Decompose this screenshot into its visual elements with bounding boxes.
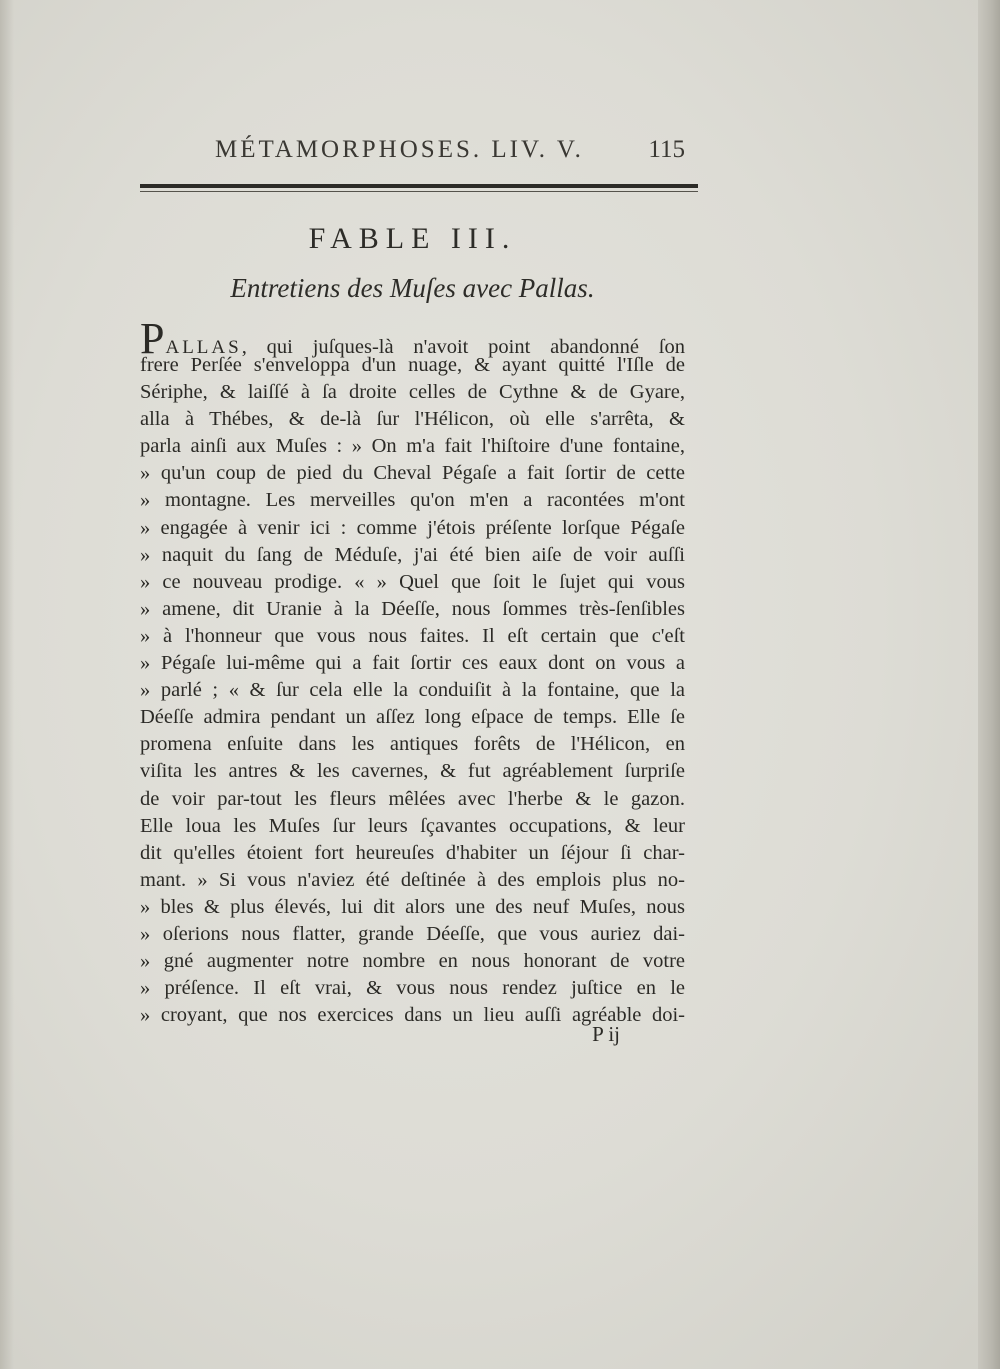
text-line: » ce nouveau prodige. « » Quel que ſoit le ſujet qui vous [140,570,685,593]
text-line: viſita les antres & les cavernes, & fut agréablement ſurpriſe [140,760,685,783]
text-line: frere Perſée s'enveloppa d'un nuage, & ayant quitté l'Iſle de [140,354,685,376]
fable-title: FABLE III. [308,222,517,255]
first-word-smallcaps: ALLAS [165,337,242,358]
fable-subtitle: Entretiens des Muſes avec Pallas. [230,273,595,303]
text-line: parla ainſi aux Muſes : » On m'a fait l'hiſtoire d'une fontaine, [140,435,685,458]
text-line: » oſerions nous flatter, grande Déeſſe, que vous auriez dai- [140,922,685,945]
drop-cap: P [140,314,166,363]
text-line: dit qu'elles étoient fort heureuſes d'habiter un ſéjour ſi char- [140,841,685,864]
text-line: » croyant, que nos exercices dans un lieu auſſi agréable doi- [140,1004,685,1027]
text-line: » à l'honneur que vous nous faites. Il eſt certain que c'eſt [140,624,685,647]
page-edge [978,0,1000,1369]
header-rule-thin [140,191,698,192]
text-line: promena enſuite dans les antiques forêts de l'Hélicon, en [140,733,685,756]
catchword-signature: P ij [592,1022,620,1046]
gutter-shadow [0,0,14,1369]
text-line: » amene, dit Uranie à la Déeſſe, nous ſommes très-ſenſibles [140,597,685,620]
text-line: » montagne. Les merveilles qu'on m'en a racontées m'ont [140,489,685,512]
text-line [140,314,685,363]
text-line: » gné augmenter notre nombre en nous honorant de votre [140,950,685,973]
text-line: » qu'un coup de pied du Cheval Pégaſe a fait ſortir de cette [140,462,685,485]
text-line: » bles & plus élevés, lui dit alors une des neuf Muſes, nous [140,895,685,918]
text-line: Déeſſe admira pendant un aſſez long eſpace de temps. Elle ſe [140,706,685,729]
text-line: » engagée à venir ici : comme j'étois préſente lorſque Pégaſe [140,516,685,539]
body-text [140,314,685,1029]
running-header [140,136,685,172]
header-rule [140,184,698,192]
text-line: » préſence. Il eſt vrai, & vous nous rendez juſtice en le [140,977,685,1000]
text-line: mant. » Si vous n'aviez été deſtinée à des emplois plus no- [140,868,685,891]
text-line: » parlé ; « & ſur cela elle la conduiſit à la fontaine, que la [140,679,685,702]
text-line: Sériphe, & laiſſé à ſa droite celles de Cythne & de Gyare, [140,381,685,404]
text-line: alla à Thébes, & de-là ſur l'Hélicon, où elle s'arrêta, & [140,408,685,431]
header-rule-thick [140,184,698,188]
page-number: 115 [648,136,685,163]
text-line: » naquit du ſang de Méduſe, j'ai été bien aiſe de voir auſſi [140,543,685,566]
text-line: » Pégaſe lui-même qui a fait ſortir ces eaux dont on vous a [140,652,685,675]
first-line-rest: , qui juſques-là n'avoit point abandonné ſon [241,336,685,358]
running-title: MÉTAMORPHOSES. LIV. V. [215,136,584,163]
text-line: Elle loua les Muſes ſur leurs ſçavantes occupations, & leur [140,814,685,837]
text-line: de voir par-tout les fleurs mêlées avec l'herbe & le gazon. [140,787,685,810]
